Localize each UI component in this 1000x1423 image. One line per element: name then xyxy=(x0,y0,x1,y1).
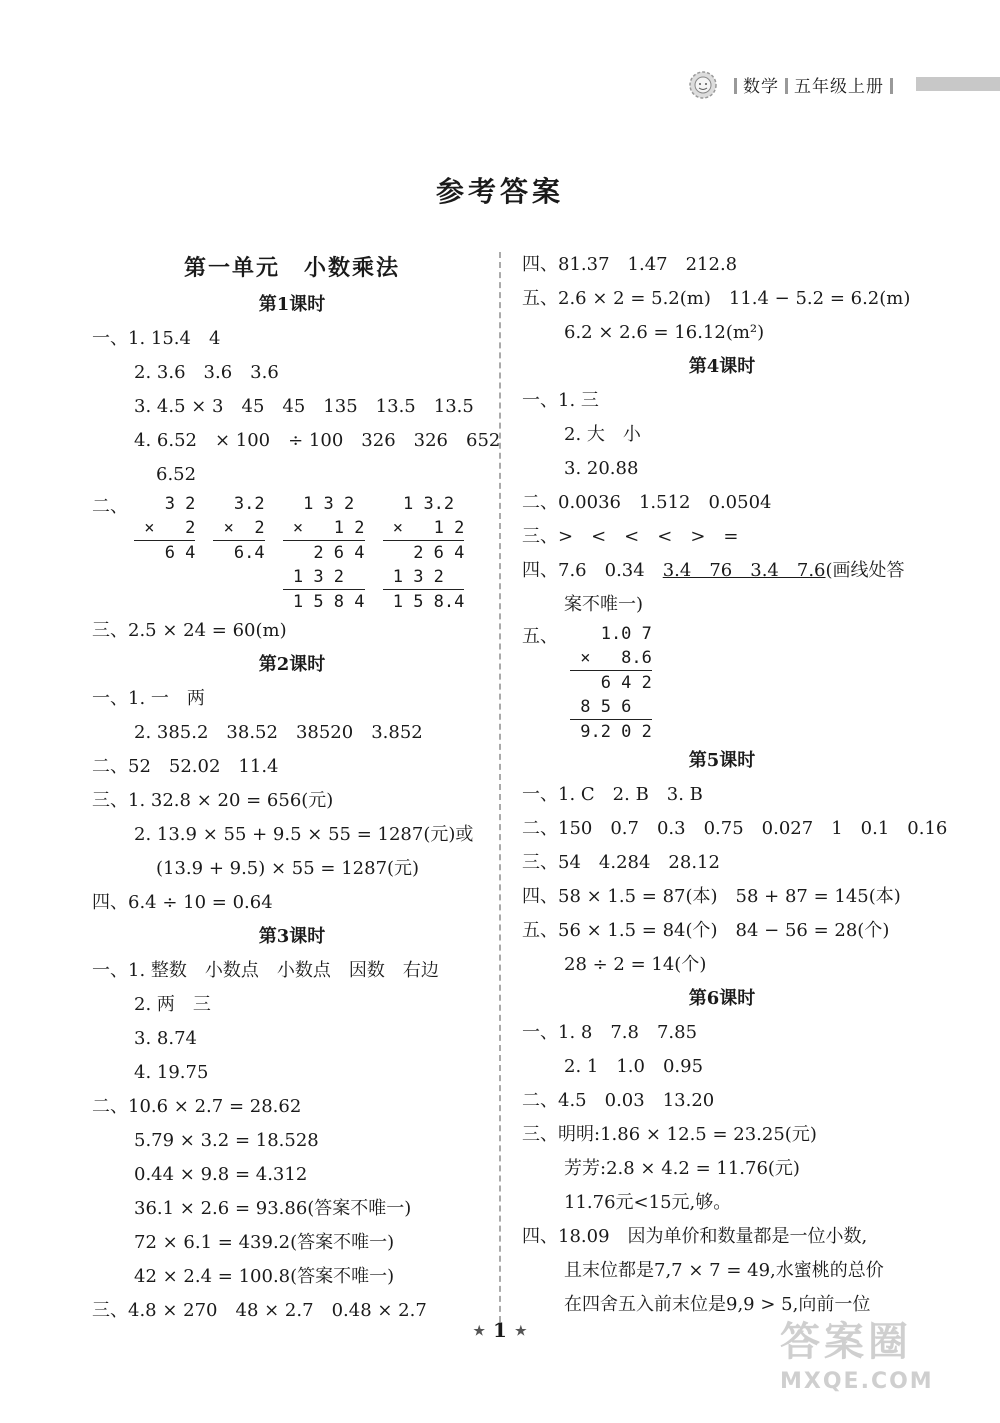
vertical-calc-1: 3 2 × 2 6 4 xyxy=(134,494,196,563)
answer-line: 二、150 0.7 0.3 0.75 0.027 1 0.1 0.16 xyxy=(522,818,948,839)
answer-line: 五、2.6 × 2 = 5.2(m) 11.4 − 5.2 = 6.2(m) xyxy=(522,288,911,309)
underlined-answer: 3.4 76 3.4 7.6 xyxy=(662,560,826,581)
answer-line: 二、10.6 × 2.7 = 28.62 xyxy=(92,1096,302,1117)
answer-line: 28 ÷ 2 = 14(个) xyxy=(564,954,707,975)
answer-line: 42 × 2.4 = 100.8(答案不唯一) xyxy=(134,1266,395,1287)
answer-line: 4. 19.75 xyxy=(134,1062,209,1083)
answer-line: 0.44 × 9.8 = 4.312 xyxy=(134,1164,308,1185)
answer-line: 三、明明:1.86 × 12.5 = 23.25(元) xyxy=(522,1124,817,1145)
header-bar xyxy=(916,77,1000,91)
header-grade: 五年级上册 xyxy=(794,77,884,97)
header-text xyxy=(728,72,899,97)
vertical-calc-4: 1 3.2 × 1 2 2 6 4 1 3 2 1 5 8.4 xyxy=(382,494,465,612)
answer-line: 二、4.5 0.03 13.20 xyxy=(522,1090,715,1111)
vertical-multiplication-group xyxy=(522,622,922,744)
page-title: 参考答案 xyxy=(435,175,564,208)
column-divider xyxy=(499,252,501,1332)
lesson-2-title: 第2课时 xyxy=(258,654,326,675)
answer-line: 11.76元<15元,够。 xyxy=(564,1192,732,1213)
watermark-line1: 答案圈 xyxy=(780,1319,912,1365)
star-icon: ★ xyxy=(514,1324,527,1339)
vertical-calc-5: 1.0 7 × 8.6 6 4 2 8 5 6 9.2 0 2 xyxy=(570,624,652,742)
answer-line: 3. 20.88 xyxy=(564,458,639,479)
answer-line: 二、0.0036 1.512 0.0504 xyxy=(522,492,772,513)
answer-line: 2. 13.9 × 55 + 9.5 × 55 = 1287(元)或 xyxy=(134,824,474,845)
answer-line: 3. 4.5 × 3 45 45 135 13.5 13.5 xyxy=(134,396,474,417)
answer-line: 三、4.8 × 270 48 × 2.7 0.48 × 2.7 xyxy=(92,1300,427,1321)
answer-line: 二、52 52.02 11.4 xyxy=(92,756,279,777)
answer-line: 2. 两 三 xyxy=(134,994,211,1015)
vertical-multiplication-group xyxy=(92,492,492,614)
answer-line: 一、1. C 2. B 3. B xyxy=(522,784,703,805)
item-label: 二、 xyxy=(92,496,128,517)
answer-line: 一、1. 整数 小数点 小数点 因数 右边 xyxy=(92,960,439,981)
answer-line: 四、6.4 ÷ 10 = 0.64 xyxy=(92,892,273,913)
answer-line: 四、18.09 因为单价和数量都是一位小数, xyxy=(522,1226,868,1247)
answer-line: 一、1. 8 7.8 7.85 xyxy=(522,1022,698,1043)
answer-line: 芳芳:2.8 × 4.2 = 11.76(元) xyxy=(564,1158,800,1179)
item-label: 五、 xyxy=(522,626,558,647)
answer-line: 四、58 × 1.5 = 87(本) 58 + 87 = 145(本) xyxy=(522,886,901,907)
answer-line: 5.79 × 3.2 = 18.528 xyxy=(134,1130,319,1151)
lesson-4-title: 第4课时 xyxy=(688,356,756,377)
answer-line: 72 × 6.1 = 439.2(答案不唯一) xyxy=(134,1232,395,1253)
lesson-6-title: 第6课时 xyxy=(688,988,756,1009)
watermark-line2: MXQE.COM xyxy=(780,1369,934,1394)
answer-text: 四、7.6 0.34 xyxy=(522,560,663,581)
sun-gear-icon xyxy=(688,70,718,100)
answer-line: 6.2 × 2.6 = 16.12(m²) xyxy=(564,322,765,343)
page-number: 1 xyxy=(493,1318,507,1342)
answer-line: 案不唯一) xyxy=(564,594,644,615)
answer-line: 一、1. 一 两 xyxy=(92,688,205,709)
answer-line: 三、1. 32.8 × 20 = 656(元) xyxy=(92,790,334,811)
answer-line: 三、54 4.284 28.12 xyxy=(522,852,720,873)
answer-line: (13.9 + 9.5) × 55 = 1287(元) xyxy=(156,858,420,879)
left-column xyxy=(92,248,501,1328)
answer-line: 且末位都是7,7 × 7 = 49,水蜜桃的总价 xyxy=(564,1260,884,1281)
answer-line: 3. 8.74 xyxy=(134,1028,197,1049)
answer-line: 一、1. 三 xyxy=(522,390,599,411)
lesson-5-title: 第5课时 xyxy=(688,750,756,771)
answer-line: 三、2.5 × 24 = 60(m) xyxy=(92,620,287,641)
vertical-calc-2: 3.2 × 2 6.4 xyxy=(213,494,265,563)
answer-line: 2. 385.2 38.52 38520 3.852 xyxy=(134,722,423,743)
answer-line: 6.52 xyxy=(156,464,197,485)
answer-line: 2. 大 小 xyxy=(564,424,641,445)
answer-note: (画线处答 xyxy=(825,560,905,581)
header-subject: 数学 xyxy=(743,77,779,97)
answer-line xyxy=(522,554,922,588)
answer-line: 2. 3.6 3.6 3.6 xyxy=(134,362,279,383)
answer-line: 2. 1 1.0 0.95 xyxy=(564,1056,704,1077)
answer-line: 在四舍五入前末位是9,9 > 5,向前一位 xyxy=(564,1294,871,1315)
watermark xyxy=(780,1310,990,1410)
answer-line: 一、1. 15.4 4 xyxy=(92,328,221,349)
answer-line: 五、56 × 1.5 = 84(个) 84 − 56 = 28(个) xyxy=(522,920,890,941)
vertical-calc-3: 1 3 2 × 1 2 2 6 4 1 3 2 1 5 8 4 xyxy=(282,494,365,612)
page-header xyxy=(688,68,1000,100)
lesson-3-title: 第3课时 xyxy=(258,926,326,947)
star-icon: ★ xyxy=(473,1324,486,1339)
answer-line: 4. 6.52 × 100 ÷ 100 326 326 652 xyxy=(134,430,501,451)
unit-title: 第一单元 小数乘法 xyxy=(183,255,400,281)
lesson-1-title: 第1课时 xyxy=(258,294,326,315)
answer-line: 四、81.37 1.47 212.8 xyxy=(522,254,738,275)
right-column xyxy=(522,248,948,1322)
answer-line: 三、> < < < > = xyxy=(522,526,739,547)
answer-line: 36.1 × 2.6 = 93.86(答案不唯一) xyxy=(134,1198,412,1219)
